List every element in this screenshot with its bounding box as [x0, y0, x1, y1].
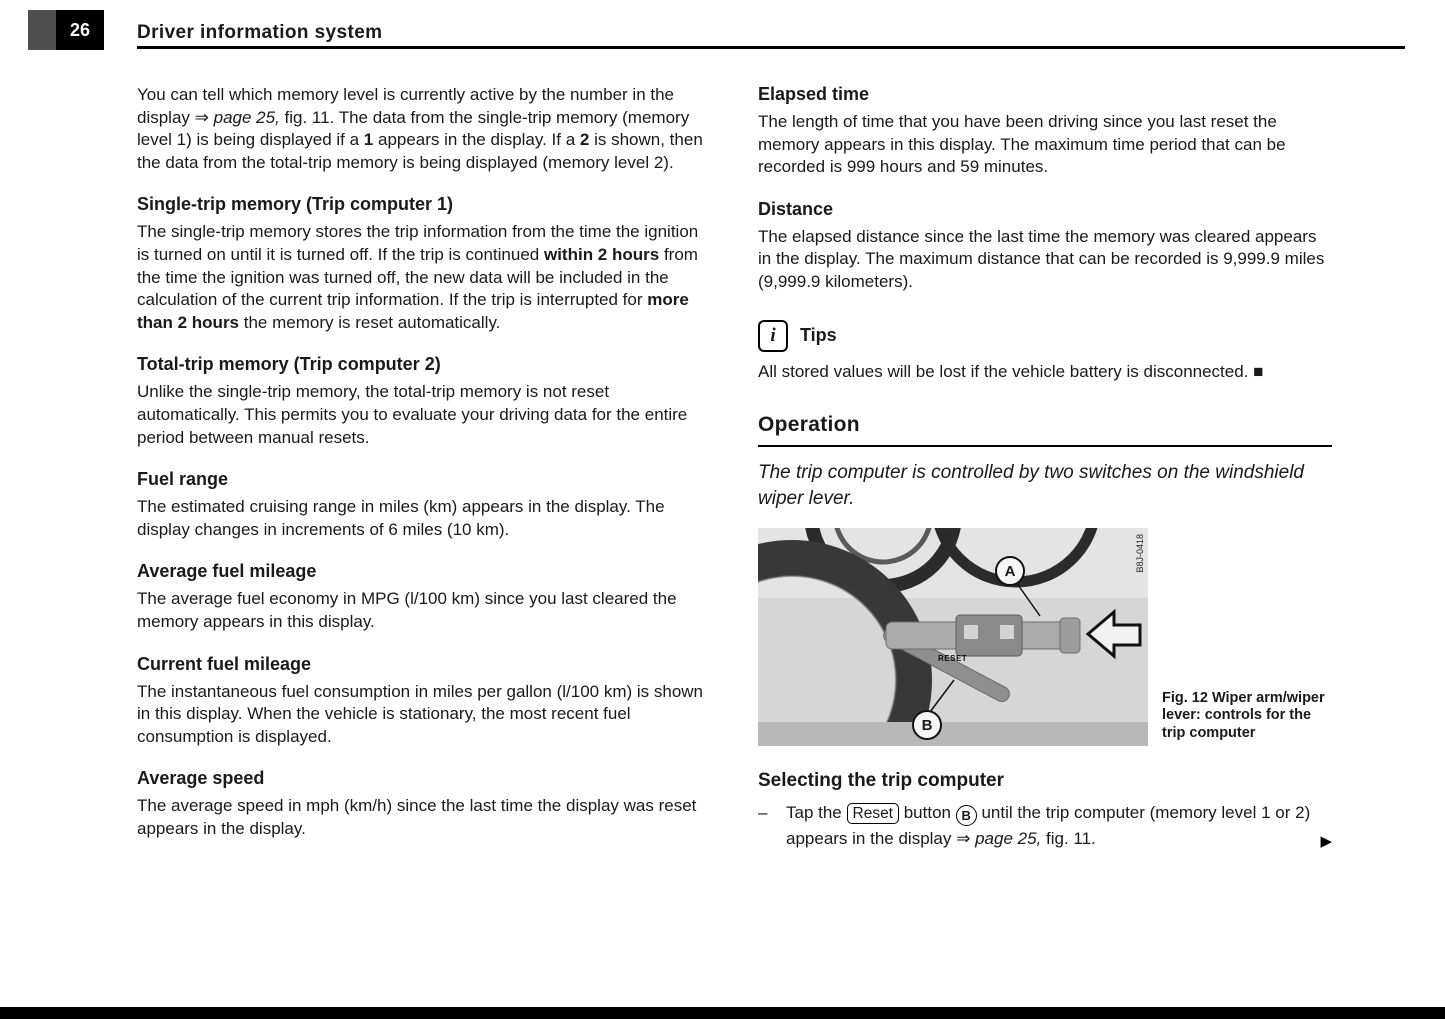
info-icon: i — [758, 320, 788, 352]
selecting-heading: Selecting the trip computer — [758, 770, 1004, 792]
tips-header — [758, 320, 1332, 352]
figure-wiper-lever — [758, 528, 1148, 746]
section-heading-total-trip: Total-trip memory (Trip computer 2) — [137, 354, 441, 375]
section-heading-fuel-range: Fuel range — [137, 469, 229, 490]
section-heading-average-speed: Average speed — [137, 768, 265, 789]
operation-rule — [758, 445, 1332, 447]
section-body-total-trip: Unlike the single-trip memory, the total-trip memory is not reset automatically. This permits you to evaluate your driving data for the entire period between manual resets. — [137, 382, 688, 447]
bottom-bar — [0, 1007, 1445, 1019]
left-column — [137, 84, 709, 842]
section-body-single-trip: The single-trip memory stores the trip information from the time the ignition is turned on until it is turned off. If the trip is continued within 2 hours from the time the ignition was turned off, the new data will be included in the calculation of the current trip information. If the trip is interrupted for more than 2 hours the memory is reset automatically. — [137, 222, 699, 332]
reset-button-label: RESET — [938, 654, 968, 664]
section-heading-single-trip: Single-trip memory (Trip computer 1) — [137, 194, 454, 215]
selecting-body: Tap the Reset button B until the trip computer (memory level 1 or 2) appears in the display ⇒ page 25, fig. 11. — [786, 803, 1311, 849]
section-heading-distance: Distance — [758, 198, 834, 219]
section-body-elapsed-time: The length of time that you have been driving since you last reset the memory appears in this display. The maximum time period that can be recorded is 999 hours and 59 minutes. — [758, 112, 1286, 177]
tips-label: Tips — [800, 325, 837, 346]
section-heading-current-fuel: Current fuel mileage — [137, 653, 312, 674]
section-body-fuel-range: The estimated cruising range in miles (km) appears in the display. The display changes in increments of 6 miles (10 km). — [137, 497, 665, 539]
figure-code: B8J-0418 — [1135, 534, 1145, 573]
figure-caption: Fig. 12 Wiper arm/wiper lever: controls for the trip computer — [1162, 689, 1325, 741]
wiper-lever-illustration — [758, 528, 1148, 746]
intro-paragraph: You can tell which memory level is currently active by the number in the display ⇒ page 25, fig. 11. The data from the single-trip memory (memory level 1) is being displayed if a 1 appears in the display. If a 2 is shown, then the data from the total-trip memory is being displayed (memory level 2). — [137, 85, 703, 172]
chapter-tab — [28, 10, 56, 50]
section-body-average-speed: The average speed in mph (km/h) since the last time the display was reset appears in the display. — [137, 796, 697, 838]
continuation-arrow-icon: ▶ — [1320, 833, 1332, 851]
page-number: 26 — [56, 10, 104, 50]
section-body-distance: The elapsed distance since the last time the memory was cleared appears in the display. The maximum distance that can be recorded is 9,999.9 miles (9,999.9 kilometers). — [758, 226, 1325, 291]
right-column — [758, 84, 1332, 853]
figure-label-a: A — [995, 556, 1025, 586]
bullet-dash: – — [758, 803, 768, 823]
section-heading-average-fuel: Average fuel mileage — [137, 561, 317, 582]
figure-label-b: B — [912, 710, 942, 740]
section-heading-elapsed-time: Elapsed time — [758, 84, 870, 104]
operation-heading: Operation — [758, 413, 860, 437]
selecting-instruction — [758, 800, 1332, 853]
tips-body: All stored values will be lost if the vehicle battery is disconnected. ■ — [758, 361, 1264, 381]
figure-row — [758, 528, 1332, 746]
header-rule — [137, 46, 1405, 49]
section-body-current-fuel: The instantaneous fuel consumption in miles per gallon (l/100 km) is shown in this display. When the vehicle is stationary, the most recent fuel consumption is displayed. — [137, 681, 704, 746]
page-title: Driver information system — [137, 22, 383, 43]
section-body-average-fuel: The average fuel economy in MPG (l/100 km) since you last cleared the memory appears in this display. — [137, 589, 677, 631]
operation-lead: The trip computer is controlled by two switches on the windshield wiper lever. — [758, 462, 1304, 510]
